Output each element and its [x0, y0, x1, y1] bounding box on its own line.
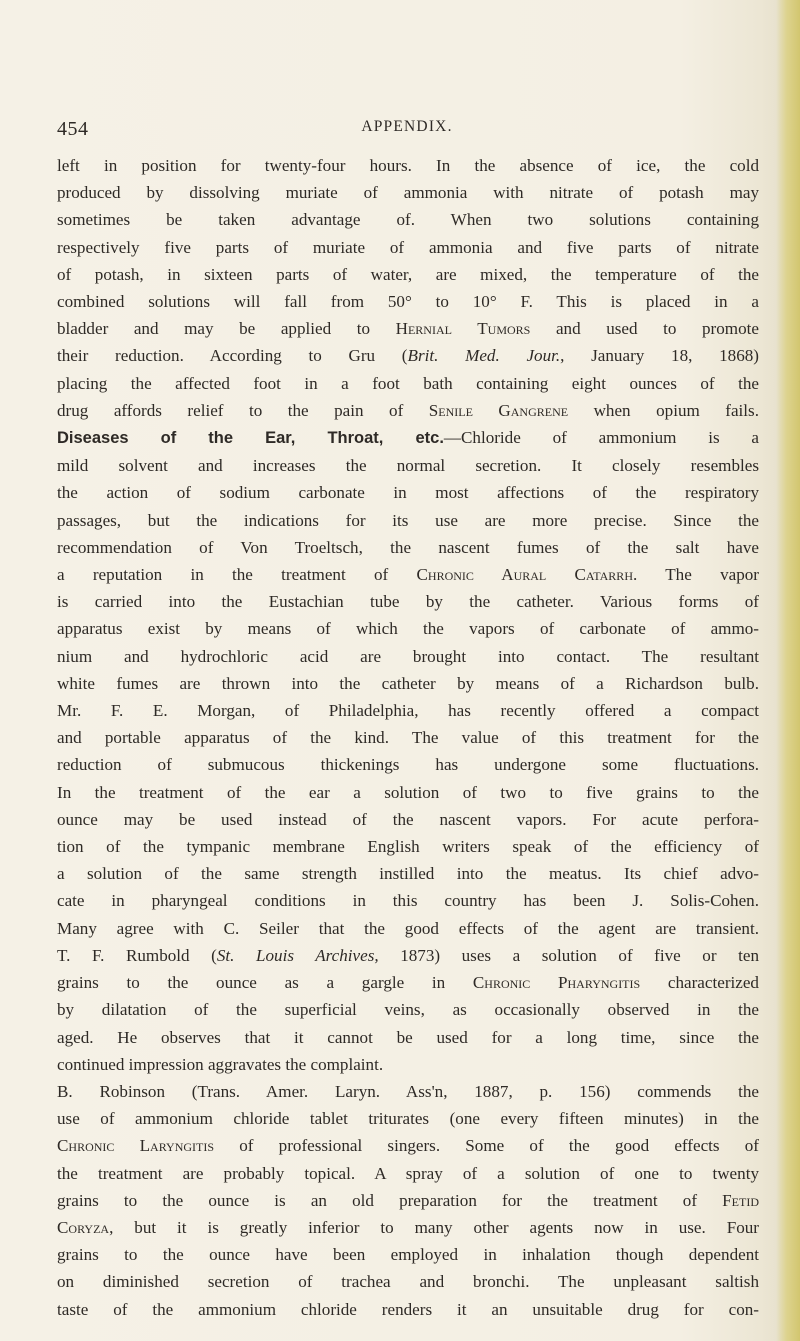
- page-edge: [776, 0, 800, 1341]
- citation-italic: Brit. Med. Jour.: [407, 346, 561, 366]
- text-line: reduction of submucous thickenings has undergone some fluctuations.: [57, 755, 759, 775]
- text-segment: their reduction. According to Gru (: [57, 346, 408, 366]
- text-line: [57, 397, 759, 424]
- text-line: ounce may be used instead of the nascent vapors. For acute perfora-: [57, 809, 759, 829]
- text-line: Many agree with C. Seiler that the good effects of the agent are transient.: [57, 918, 759, 938]
- text-line: [57, 1132, 759, 1159]
- text-line: [57, 1214, 759, 1241]
- text-line: on diminished secretion of trachea and bronchi. The unpleasant saltish: [57, 1272, 759, 1292]
- text-line: by dilatation of the superficial veins, as occasionally observed in the: [57, 1000, 759, 1020]
- page-header: [57, 118, 757, 148]
- text-segment: and used to promote: [530, 319, 759, 339]
- text-segment: T. F. Rumbold (: [57, 945, 217, 965]
- page-number: 454: [57, 118, 89, 140]
- text-line: tion of the tympanic membrane English writers speak of the efficiency of: [57, 837, 759, 857]
- text-segment: The vapor: [637, 565, 760, 585]
- text-line: continued impression aggravates the complaint.: [57, 1054, 384, 1074]
- text-line: grains to the ounce have been employed in inhalation though dependent: [57, 1245, 759, 1265]
- text-line: cate in pharyngeal conditions in this country has been J. Solis-Cohen.: [57, 891, 759, 911]
- condition-term: Coryza,: [57, 1217, 114, 1237]
- text-line: [57, 942, 759, 969]
- running-head: APPENDIX.: [361, 118, 453, 135]
- text-line: B. Robinson (Trans. Amer. Laryn. Ass'n, 1887, p. 156) commends the: [57, 1081, 759, 1101]
- text-line: passages, but the indications for its use are more precise. Since the: [57, 510, 759, 530]
- section-heading: Diseases of the Ear, Throat, etc.: [57, 429, 444, 448]
- condition-term: Senile Gangrene: [428, 400, 569, 420]
- text-line: respectively five parts of muriate of ammonia and five parts of nitrate: [57, 237, 759, 257]
- text-line: mild solvent and increases the normal secretion. It closely resembles: [57, 456, 759, 476]
- text-segment: —Chloride of ammonium is a: [443, 428, 759, 448]
- text-segment: grains to the ounce is an old preparation for the treatment of: [57, 1190, 723, 1210]
- text-line: white fumes are thrown into the catheter by means of a Richardson bulb.: [57, 673, 759, 693]
- text-line: is carried into the Eustachian tube by the catheter. Various forms of: [57, 592, 759, 612]
- text-line: and portable apparatus of the kind. The value of this treatment for the: [57, 728, 759, 748]
- text-line: [57, 969, 759, 996]
- condition-term: Chronic Laryngitis: [57, 1136, 215, 1156]
- text-segment: , January 18, 1868): [560, 346, 759, 366]
- text-line: recommendation of Von Troeltsch, the nascent fumes of the salt have: [57, 537, 759, 557]
- text-line: a solution of the same strength instilled into the meatus. Its chief advo-: [57, 864, 759, 884]
- condition-term: Chronic Aural Catarrh.: [416, 565, 638, 585]
- condition-term: Hernial Tumors: [395, 319, 531, 339]
- text-segment: drug affords relief to the pain of: [57, 400, 429, 420]
- text-line: taste of the ammonium chloride renders it an unsuitable drug for con-: [57, 1299, 759, 1319]
- text-line: the treatment are probably topical. A spray of a solution of one to twenty: [57, 1163, 759, 1183]
- text-segment: of professional singers. Some of the good effects of: [214, 1136, 759, 1156]
- text-line: In the treatment of the ear a solution of two to five grains to the: [57, 782, 759, 802]
- text-line: use of ammonium chloride tablet triturates (one every fifteen minutes) in the: [57, 1109, 759, 1129]
- text-line: [57, 1187, 759, 1214]
- body-text: [57, 152, 759, 1323]
- text-line: [57, 342, 759, 369]
- text-line: [57, 424, 759, 452]
- text-segment: bladder and may be applied to: [57, 319, 396, 339]
- text-line: of potash, in sixteen parts of water, are mixed, the temperature of the: [57, 264, 759, 284]
- text-line: left in position for twenty-four hours. In the absence of ice, the cold: [57, 156, 759, 175]
- citation-italic: St. Louis Archives,: [216, 945, 379, 965]
- text-line: Mr. F. E. Morgan, of Philadelphia, has recently offered a compact: [57, 701, 759, 721]
- condition-term: Chronic Pharyngitis: [472, 973, 641, 993]
- text-segment: grains to the ounce as a gargle in: [57, 973, 473, 993]
- text-segment: when opium fails.: [568, 400, 759, 420]
- text-segment: a reputation in the treatment of: [57, 565, 417, 585]
- text-line: apparatus exist by means of which the vapors of carbonate of ammo-: [57, 619, 759, 639]
- text-segment: characterized: [640, 973, 759, 993]
- text-line: [57, 561, 759, 588]
- text-line: the action of sodium carbonate in most affections of the respiratory: [57, 483, 759, 503]
- text-line: combined solutions will fall from 50° to 10° F. This is placed in a: [57, 292, 759, 312]
- text-segment: but it is greatly inferior to many other agents now in use. Four: [113, 1217, 759, 1237]
- text-segment: 1873) uses a solution of five or ten: [378, 945, 759, 965]
- text-line: nium and hydrochloric acid are brought into contact. The resultant: [57, 646, 759, 666]
- text-line: [57, 315, 759, 342]
- text-line: produced by dissolving muriate of ammonia with nitrate of potash may: [57, 183, 759, 203]
- text-line: sometimes be taken advantage of. When two solutions containing: [57, 210, 759, 230]
- text-line: aged. He observes that it cannot be used for a long time, since the: [57, 1027, 759, 1047]
- text-line: placing the affected foot in a foot bath containing eight ounces of the: [57, 373, 759, 393]
- condition-term: Fetid: [722, 1190, 759, 1210]
